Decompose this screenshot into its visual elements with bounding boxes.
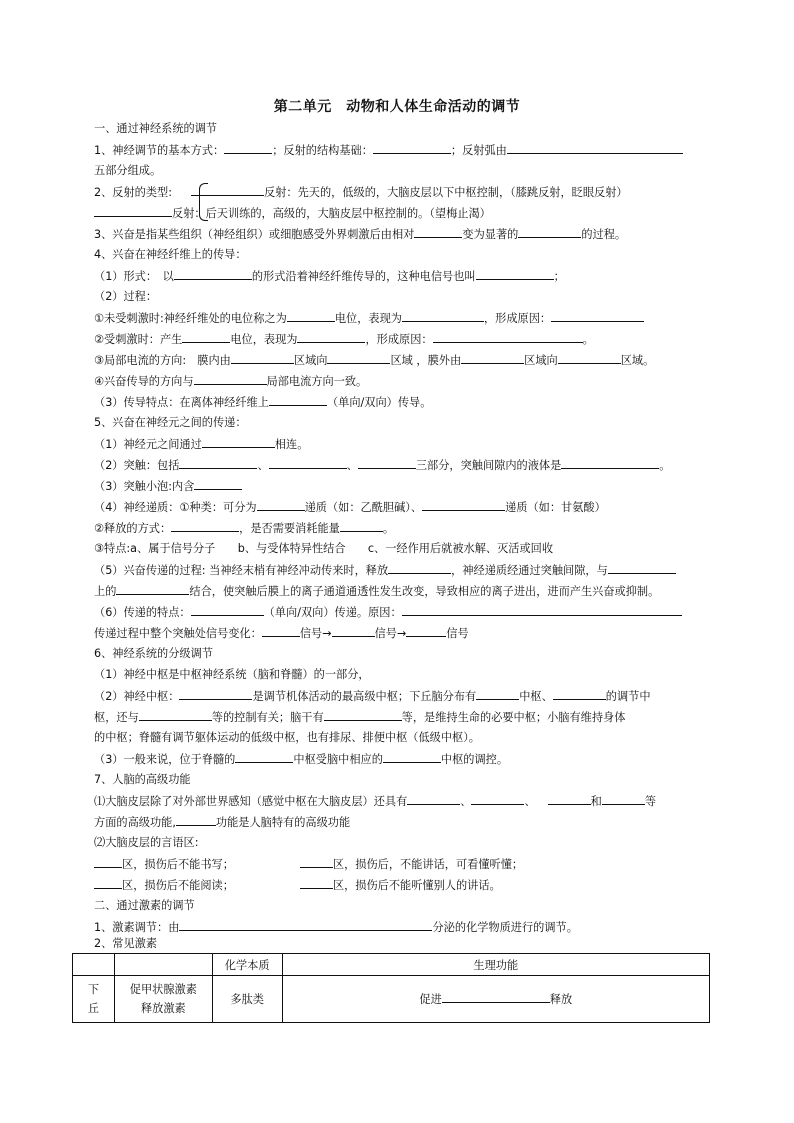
blank[interactable] xyxy=(433,331,583,343)
blank[interactable] xyxy=(94,856,122,868)
table-row xyxy=(73,976,710,1023)
hormone-regulation-line: 1、激素调节：由 分泌的化学物质进行的调节。 xyxy=(94,921,578,934)
q7-speech-area-heading: ⑵大脑皮层的言语区: xyxy=(94,836,199,849)
blank[interactable] xyxy=(406,625,446,637)
blank[interactable] xyxy=(202,436,275,448)
page-title: 第二单元 动物和人体生命活动的调节 xyxy=(273,99,521,115)
q2-line-2: 反射：后天训练的，高级的，大脑皮层中枢控制的。（望梅止渴） xyxy=(94,205,706,221)
blank[interactable] xyxy=(194,373,267,385)
q2-line: 2、反射的类型: 反射：先天的，低级的，大脑皮层以下中枢控制，（膝跳反射，眨眼反射） xyxy=(94,186,628,199)
q5-process-line-2: 上的 结合，使突触后膜上的离子通道通透性发生改变，导致相应的离子进出，进而产生兴奋或抑制。 xyxy=(94,585,660,598)
q5-vesicle-line: （3）突触小泡:内含 xyxy=(94,478,706,494)
blank[interactable] xyxy=(257,499,305,511)
q1-line-2: 五部分组成。 xyxy=(94,164,162,177)
blank[interactable] xyxy=(179,688,252,700)
q6-control-line: （3）一般来说，位于脊髓的 中枢受脑中相应的 中枢的调控。 xyxy=(94,753,509,766)
blank[interactable] xyxy=(518,226,581,238)
q5-features-line: ③特点:a、属于信号分子 b、与受体特异性结合 c、一经作用后就被水解、灭活或回收 xyxy=(94,542,554,555)
blank[interactable] xyxy=(558,352,621,364)
blank[interactable] xyxy=(402,604,682,616)
q7-speech-line-2: 区，损伤后不能阅读； 区，损伤后不能听懂别人的讲话。 xyxy=(94,877,706,893)
table-header-cell xyxy=(73,954,115,976)
organ-cell: 下 丘 xyxy=(73,976,115,1023)
blank[interactable] xyxy=(297,331,365,343)
blank[interactable] xyxy=(171,520,239,532)
blank[interactable] xyxy=(182,331,230,343)
q7-function-line-2: 方面的高级功能, 功能是人脑特有的高级功能 xyxy=(94,816,351,829)
blank[interactable] xyxy=(94,877,122,889)
blank[interactable] xyxy=(139,709,212,721)
blank[interactable] xyxy=(471,793,524,805)
q5-heading: 5、兴奋在神经元之间的传递： xyxy=(94,416,247,429)
arrow-icon: → xyxy=(396,627,407,640)
q4-current-direction-line: ③局部电流的方向: 膜内由 区域向 区域 ，膜外由 区域向 区域。 xyxy=(94,354,655,367)
blank[interactable] xyxy=(116,583,189,595)
blank[interactable] xyxy=(194,478,242,490)
blank[interactable] xyxy=(602,793,645,805)
hormone-table xyxy=(72,953,710,1023)
blank[interactable] xyxy=(191,604,264,616)
table-header-cell: 化学本质 xyxy=(212,954,282,976)
blank[interactable] xyxy=(476,688,519,700)
blank[interactable] xyxy=(553,688,606,700)
table-header-cell xyxy=(114,954,212,976)
q7-function-line: ⑴大脑皮层除了对外部世界感知（感觉中枢在大脑皮层）还具有 、 、 和 等 xyxy=(94,795,657,808)
blank[interactable] xyxy=(94,205,172,217)
q6-center-detail-line: （2）神经中枢： 是调节机体活动的最高级中枢；下丘脑分布有 中枢、 的调节中 xyxy=(94,690,651,703)
blank[interactable] xyxy=(373,142,451,154)
q1-line: 1、神经调节的基本方式： ；反射的结构基础： ；反射弧由 xyxy=(94,142,706,158)
blank[interactable] xyxy=(262,625,300,637)
q5-connection-line: （1）神经元之间通过 相连。 xyxy=(94,438,309,451)
blank[interactable] xyxy=(561,457,659,469)
q5-process-line: （5）兴奋传递的过程: 当神经末梢有神经冲动传来时，释放 ，神经递质经通过突触间隙，与 xyxy=(94,562,706,578)
blank[interactable] xyxy=(224,142,272,154)
blank[interactable] xyxy=(422,499,505,511)
q5-release-line: ②释放的方式： ，是否需要消耗能量 。 xyxy=(94,522,395,535)
blank[interactable] xyxy=(340,520,383,532)
q3-line: 3、兴奋是指某些组织（神经组织）或细胞感受外界刺激后由相对 变为显著的 的过程。 xyxy=(94,228,627,241)
blank[interactable] xyxy=(332,625,375,637)
function-cell: 促进 释放 xyxy=(282,976,709,1023)
blank[interactable] xyxy=(461,352,524,364)
blank[interactable] xyxy=(231,352,294,364)
q4-heading: 4、兴奋在神经纤维上的传导： xyxy=(94,248,247,261)
blank[interactable] xyxy=(507,142,683,154)
q4-process-label: （2）过程： xyxy=(94,290,158,303)
blank[interactable] xyxy=(179,919,432,931)
common-hormones-heading: 2、常见激素 xyxy=(94,937,158,950)
blank[interactable] xyxy=(269,394,327,406)
blank[interactable] xyxy=(300,856,333,868)
table-header-cell: 生理功能 xyxy=(282,954,709,976)
q6-heading: 6、神经系统的分级调节 xyxy=(94,647,213,660)
blank[interactable] xyxy=(324,709,402,721)
q5-transmitter-line: （4）神经递质：①种类：可分为 递质（如：乙酰胆碱）、 递质（如：甘氨酸） xyxy=(94,501,606,514)
blank[interactable] xyxy=(442,991,550,1003)
blank[interactable] xyxy=(176,814,216,826)
q4-resting-line: ①未受刺激时:神经纤维处的电位称之为 电位，表现为 ，形成原因： xyxy=(94,310,706,326)
q7-speech-line-1: 区，损伤后不能书写； 区，损伤后，不能讲话，可看懂听懂； xyxy=(94,856,706,872)
blank[interactable] xyxy=(269,457,347,469)
blank[interactable] xyxy=(548,793,591,805)
q4-stimulated-line: ②受刺激时：产生 电位，表现为 ，形成原因： 。 xyxy=(94,333,594,346)
blank[interactable] xyxy=(300,877,333,889)
blank[interactable] xyxy=(388,562,451,574)
blank[interactable] xyxy=(358,457,416,469)
q5-signal-change-line: 传递过程中整个突触处信号变化： 信号→ 信号→ 信号 xyxy=(94,627,469,640)
chemical-nature-cell: 多肽类 xyxy=(212,976,282,1023)
blank[interactable] xyxy=(551,310,644,322)
q7-heading: 7、人脑的高级功能 xyxy=(94,773,191,786)
arrow-icon: → xyxy=(322,627,332,640)
q5-synapse-line: （2）突触：包括 、 、 三部分，突触间隙内的液体是 。 xyxy=(94,459,671,472)
blank[interactable] xyxy=(476,268,554,280)
blank[interactable] xyxy=(608,562,676,574)
blank[interactable] xyxy=(179,457,257,469)
blank[interactable] xyxy=(414,226,462,238)
blank[interactable] xyxy=(174,268,252,280)
blank[interactable] xyxy=(402,310,484,322)
table-header-row xyxy=(73,954,710,976)
q6-center-detail-line-2: 枢，还与 等的控制有关；脑干有 等，是维持生命的必要中枢；小脑有维持身体 xyxy=(94,711,626,724)
blank[interactable] xyxy=(287,310,335,322)
blank[interactable] xyxy=(235,751,293,763)
hormone-cell: 促甲状腺激素 释放激素 xyxy=(114,976,212,1023)
blank[interactable] xyxy=(327,352,390,364)
q4-conduction-direction-line: ④兴奋传导的方向与 局部电流方向一致。 xyxy=(94,375,368,388)
blank[interactable] xyxy=(407,793,460,805)
q6-center-detail-line-3: 的中枢；脊髓有调节躯体运动的低级中枢，也有排尿、排便中枢（低级中枢）。 xyxy=(94,731,480,744)
q6-center-line: （1）神经中枢是中枢神经系统（脑和脊髓）的一部分， xyxy=(94,668,370,681)
section-heading-1: 一、通过神经系统的调节 xyxy=(94,122,218,135)
q5-transmission-feature-line: （6）传递的特点： （单向/双向）传递。原因： xyxy=(94,604,706,620)
q4-feature-line: （3）传导特点：在离体神经纤维上 （单向/双向）传导。 xyxy=(94,396,432,409)
section-heading-2: 二、通过激素的调节 xyxy=(94,899,195,912)
blank[interactable] xyxy=(383,751,441,763)
q4-form-line: （1）形式： 以 的形式沿着神经纤维传导的，这种电信号也叫 ； xyxy=(94,270,565,283)
